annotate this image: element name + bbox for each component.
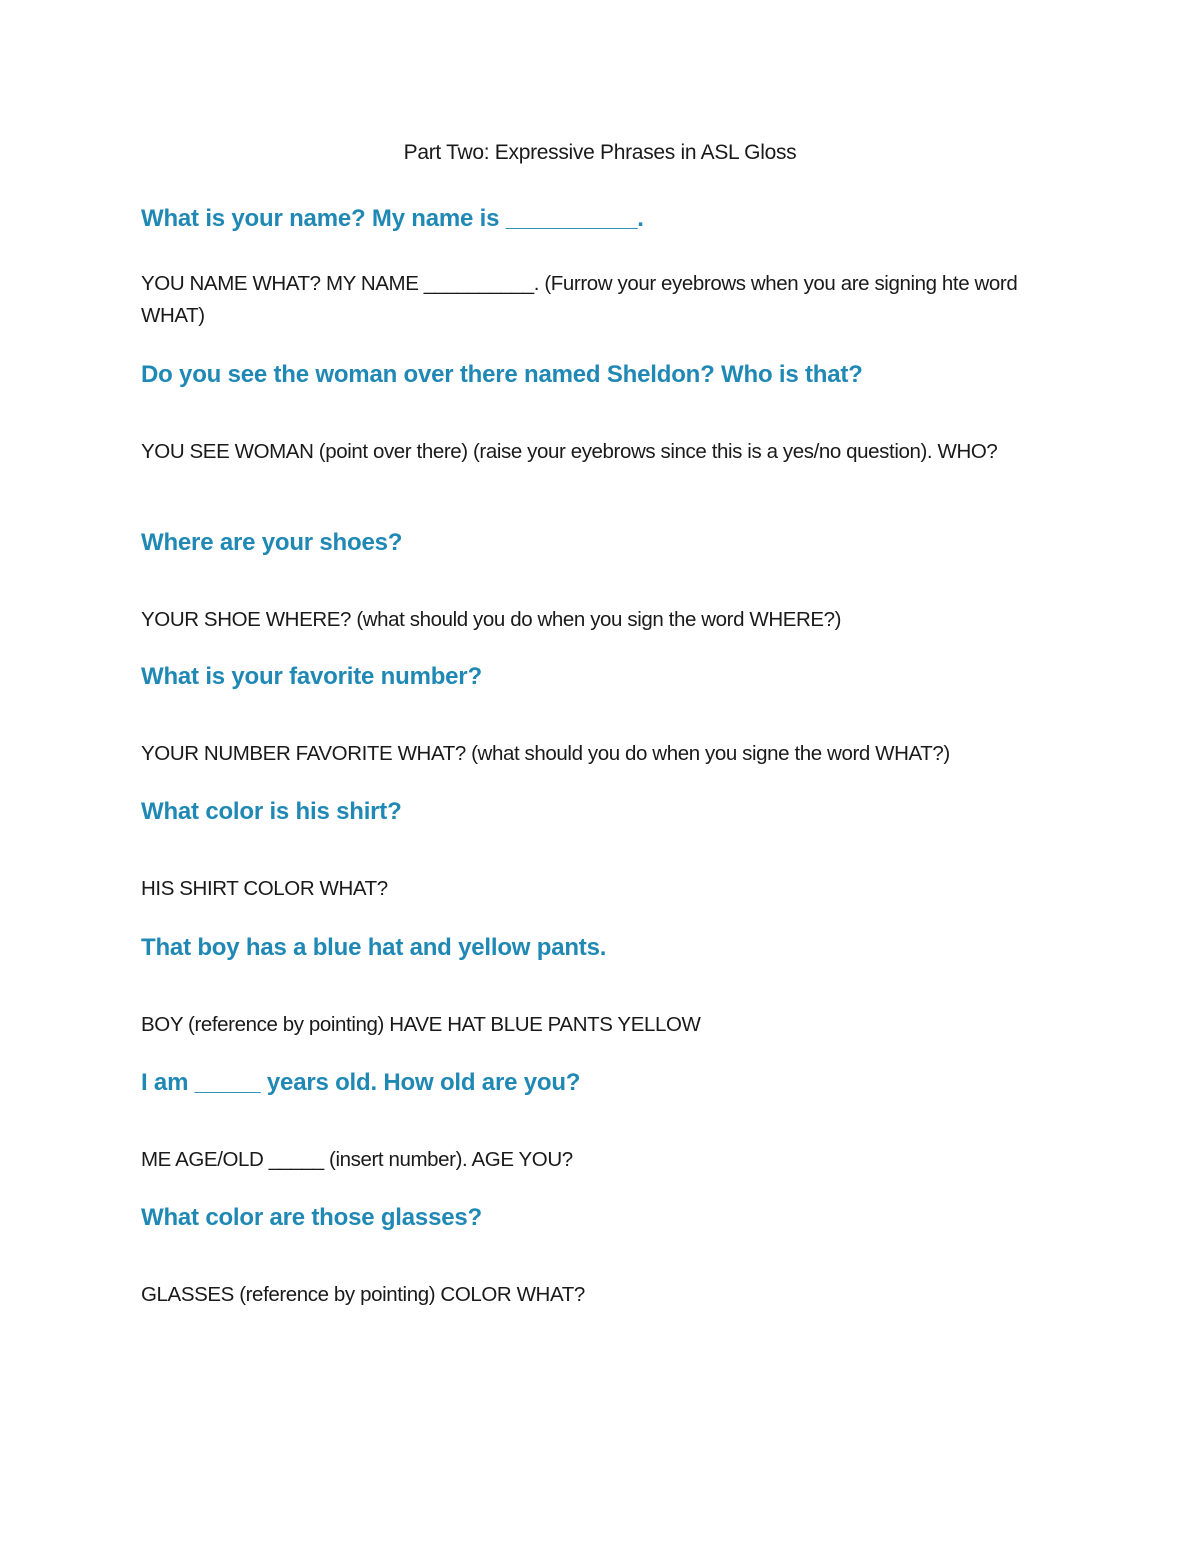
question-7: I am _____ years old. How old are you? [141,1069,581,1096]
question-1: What is your name? My name is __________. [141,205,644,232]
page-title: Part Two: Expressive Phrases in ASL Gloss [403,141,797,164]
gloss-2: YOU SEE WOMAN (point over there) (raise your eyebrows since this is a yes/no question). WHO? [141,440,998,463]
question-5: What color is his shirt? [141,798,402,825]
gloss-1: YOU NAME WHAT? MY NAME __________. (Furrow your eyebrows when you are signing hte word WHAT) [141,272,1018,327]
question-4: What is your favorite number? [141,663,482,690]
gloss-5: HIS SHIRT COLOR WHAT? [141,877,388,900]
question-6: That boy has a blue hat and yellow pants. [141,934,607,961]
question-8: What color are those glasses? [141,1204,482,1231]
question-3: Where are your shoes? [141,529,403,556]
gloss-7: ME AGE/OLD _____ (insert number). AGE YOU? [141,1148,573,1171]
gloss-8: GLASSES (reference by pointing) COLOR WHAT? [141,1283,585,1306]
gloss-6: BOY (reference by pointing) HAVE HAT BLUE PANTS YELLOW [141,1013,701,1036]
gloss-3: YOUR SHOE WHERE? (what should you do when you sign the word WHERE?) [141,608,842,631]
gloss-4: YOUR NUMBER FAVORITE WHAT? (what should you do when you signe the word WHAT?) [141,742,950,765]
question-2: Do you see the woman over there named Sheldon? Who is that? [141,361,863,388]
